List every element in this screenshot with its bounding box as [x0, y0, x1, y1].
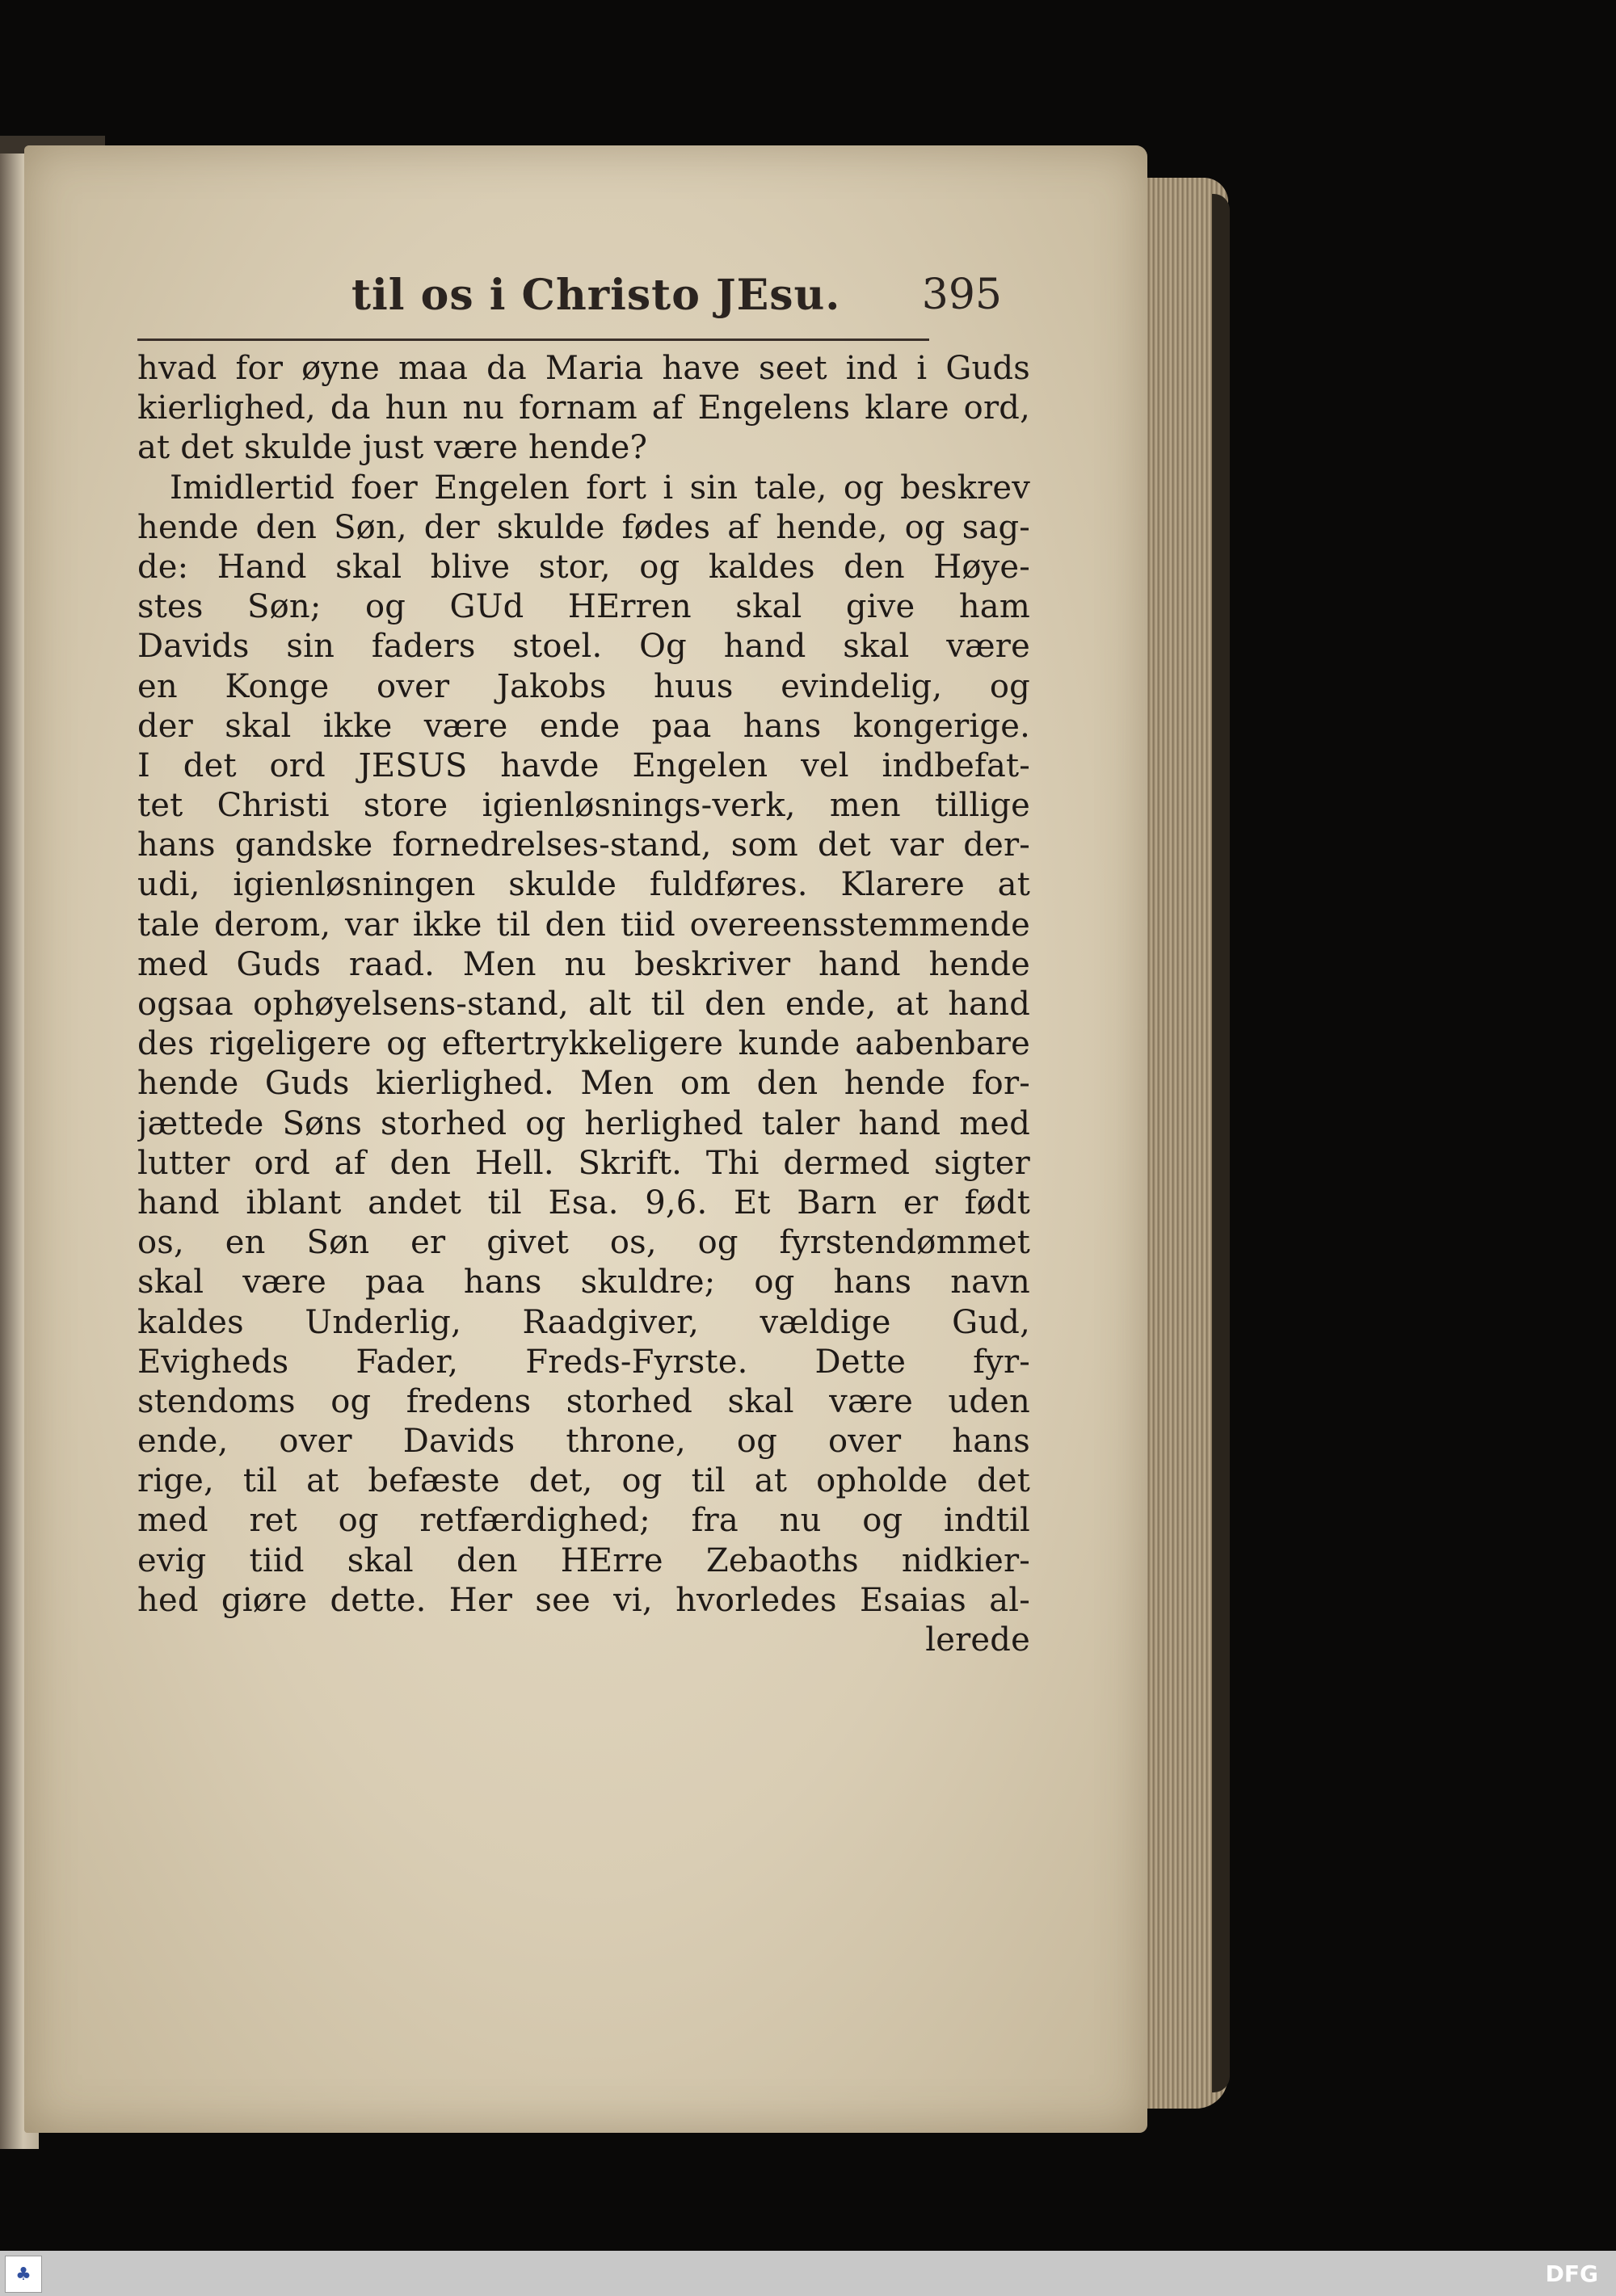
text-line: lutter ord af den Hell. Skrift. Thi dermed sigter	[137, 1144, 1030, 1182]
body-text	[137, 349, 1030, 1660]
dfg-logo: DFG	[1545, 2260, 1598, 2287]
text-line: os, en Søn er givet os, og fyrstendømmet	[137, 1224, 1030, 1262]
text-line: Evigheds Fader, Freds-Fyrste. Dette fyr-	[137, 1343, 1030, 1381]
header-rule	[137, 339, 929, 341]
text-line: Davids sin faders stoel. Og hand skal være	[137, 628, 1030, 666]
text-line: I det ord JESUS havde Engelen vel indbefat-	[137, 746, 1030, 784]
text-line: hende Guds kierlighed. Men om den hende for-	[137, 1065, 1030, 1103]
text-line: skal være paa hans skuldre; og hans navn	[137, 1264, 1030, 1301]
library-seal-icon[interactable]: ♣	[5, 2256, 42, 2293]
text-line: kaldes Underlig, Raadgiver, vældige Gud,	[137, 1303, 1030, 1341]
text-line: stes Søn; og GUd HErren skal give ham	[137, 588, 1030, 626]
text-line: jættede Søns storhed og herlighed taler hand med	[137, 1104, 1030, 1142]
text-line: evig tiid skal den HErre Zebaoths nidkier-	[137, 1541, 1030, 1579]
text-line: des rigeligere og eftertrykkeligere kunde aabenbare	[137, 1025, 1030, 1063]
text-line: tet Christi store igienløsnings-verk, men tillige	[137, 787, 1030, 825]
text-line: Imidlertid foer Engelen fort i sin tale, og beskrev	[170, 469, 1030, 507]
text-line: tale derom, var ikke til den tiid overeensstemmende	[137, 906, 1030, 944]
page-header	[137, 271, 1002, 343]
text-line: der skal ikke være ende paa hans kongerige.	[137, 707, 1030, 745]
viewer-footer	[0, 2251, 1616, 2296]
text-line: hende den Søn, der skulde fødes af hende, og sag-	[137, 508, 1030, 546]
book-cover-edge	[1212, 194, 1230, 2092]
text-line: stendoms og fredens storhed skal være uden	[137, 1382, 1030, 1420]
text-line: hans gandske fornedrelses-stand, som det var der-	[137, 826, 1030, 864]
text-line: rige, til at befæste det, og til at opholde det	[137, 1462, 1030, 1500]
text-line: udi, igienløsningen skulde fuldføres. Klarere at	[137, 866, 1030, 904]
text-line: kierlighed, da hun nu fornam af Engelens klare ord,	[137, 389, 1030, 427]
catchword: lerede	[925, 1621, 1030, 1659]
text-line: en Konge over Jakobs huus evindelig, og	[137, 667, 1030, 705]
text-line: hvad for øyne maa da Maria have seet ind i Guds	[137, 350, 1030, 387]
text-line: med Guds raad. Men nu beskriver hand hende	[137, 945, 1030, 983]
text-line: ogsaa ophøyelsens-stand, alt til den ende, at hand	[137, 986, 1030, 1023]
page-number: 395	[921, 271, 1002, 319]
running-head: til os i Christo JEsu.	[351, 271, 841, 320]
text-line: hed giøre dette. Her see vi, hvorledes Esaias al-	[137, 1581, 1030, 1619]
text-line: ende, over Davids throne, og over hans	[137, 1423, 1030, 1461]
text-line: at det skulde just være hende?	[137, 429, 648, 467]
text-line: hand iblant andet til Esa. 9,6. Et Barn er født	[137, 1184, 1030, 1222]
text-line: med ret og retfærdighed; fra nu og indtil	[137, 1502, 1030, 1540]
text-line: de: Hand skal blive stor, og kaldes den Høye-	[137, 548, 1030, 586]
